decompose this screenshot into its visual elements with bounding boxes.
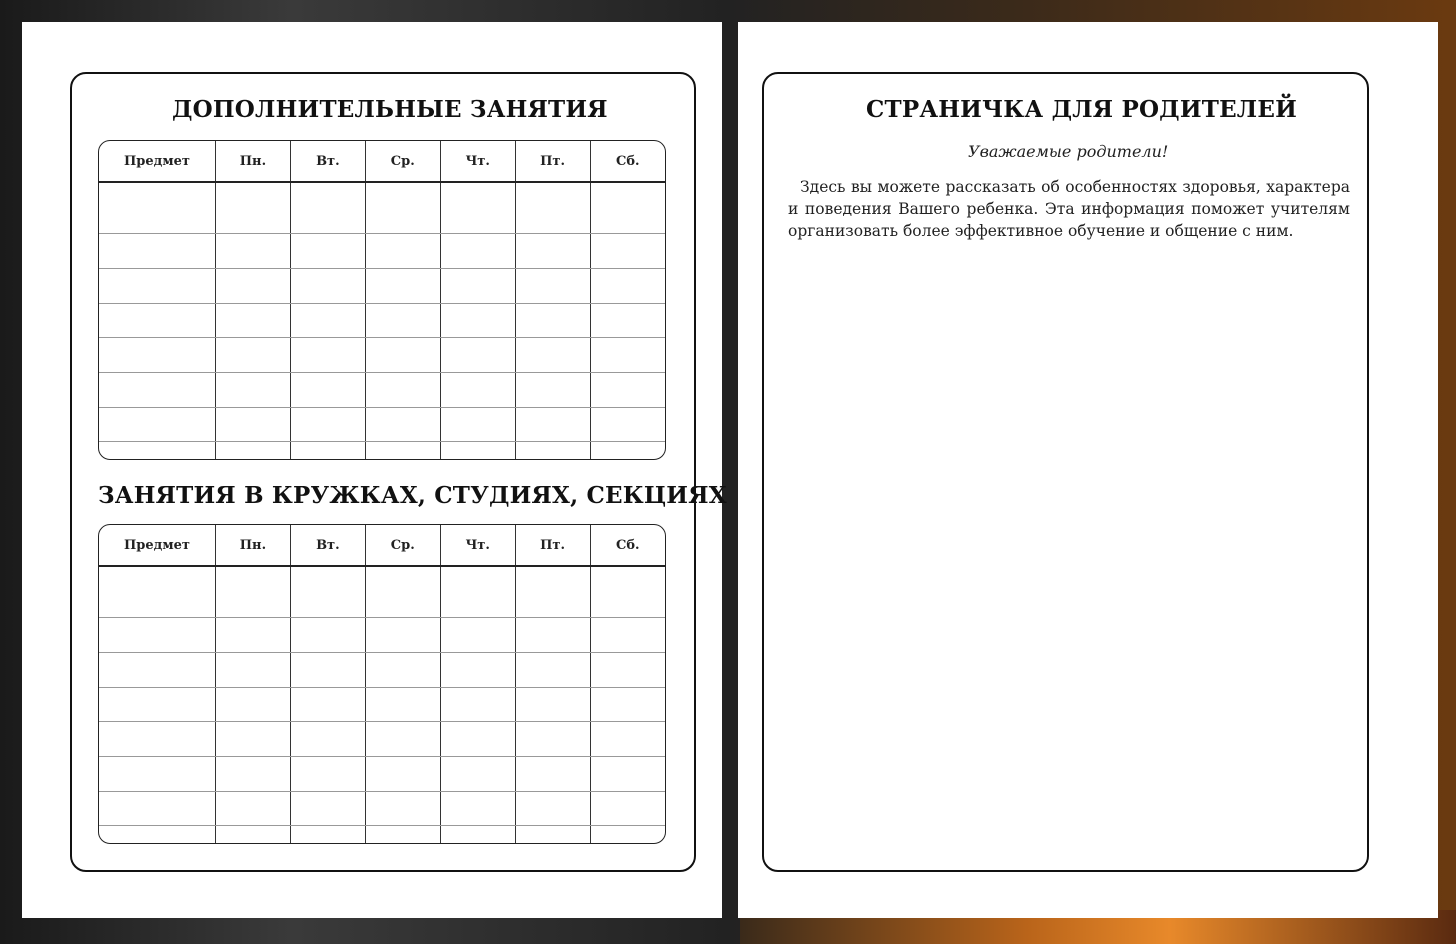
table-cell[interactable] (216, 618, 291, 653)
table-cell[interactable] (515, 722, 590, 757)
table-cell[interactable] (365, 338, 440, 373)
table-cell[interactable] (590, 687, 665, 722)
table-cell[interactable] (290, 756, 365, 791)
table-cell[interactable] (290, 182, 365, 234)
table-cell[interactable] (216, 722, 291, 757)
table-cell[interactable] (440, 756, 515, 791)
column-header-thursday: Чт. (440, 141, 515, 182)
column-header-saturday: Сб. (590, 141, 665, 182)
table-cell[interactable] (590, 234, 665, 269)
clubs-table (98, 524, 666, 844)
table-row (99, 653, 665, 688)
table-cell[interactable] (216, 269, 291, 304)
column-header-tuesday: Вт. (290, 141, 365, 182)
table-cell[interactable] (515, 269, 590, 304)
parents-page-title: СТРАНИЧКА ДЛЯ РОДИТЕЛЕЙ (866, 96, 1298, 123)
table-cell[interactable] (365, 826, 440, 843)
table-cell[interactable] (590, 338, 665, 373)
column-header-thursday: Чт. (440, 525, 515, 566)
table-row (99, 234, 665, 269)
table-cell[interactable] (440, 566, 515, 618)
table-cell[interactable] (590, 722, 665, 757)
table-cell[interactable] (365, 653, 440, 688)
table-cell[interactable] (515, 618, 590, 653)
column-header-friday: Пт. (515, 525, 590, 566)
column-header-tuesday: Вт. (290, 525, 365, 566)
table-cell[interactable] (99, 826, 216, 843)
table-cell[interactable] (365, 407, 440, 442)
table-cell[interactable] (99, 182, 216, 234)
table-cell[interactable] (590, 407, 665, 442)
table-cell[interactable] (515, 826, 590, 843)
table-cell[interactable] (440, 618, 515, 653)
table-cell[interactable] (590, 269, 665, 304)
table-cell[interactable] (365, 756, 440, 791)
table-cell[interactable] (99, 407, 216, 442)
table-cell[interactable] (365, 566, 440, 618)
table-cell[interactable] (365, 722, 440, 757)
table-cell[interactable] (216, 234, 291, 269)
table-cell[interactable] (365, 234, 440, 269)
table-cell[interactable] (290, 653, 365, 688)
table-cell[interactable] (290, 407, 365, 442)
clubs-header-row (99, 525, 665, 566)
column-header-friday: Пт. (515, 141, 590, 182)
table-cell[interactable] (515, 182, 590, 234)
table-cell[interactable] (590, 566, 665, 618)
table-cell[interactable] (590, 826, 665, 843)
table-cell[interactable] (440, 303, 515, 338)
table-cell[interactable] (365, 687, 440, 722)
column-header-monday: Пн. (216, 141, 291, 182)
table-cell[interactable] (515, 687, 590, 722)
table-cell[interactable] (440, 826, 515, 843)
table-cell[interactable] (440, 182, 515, 234)
table-cell[interactable] (515, 756, 590, 791)
table-row (99, 566, 665, 618)
table-cell[interactable] (440, 791, 515, 826)
table-cell[interactable] (590, 618, 665, 653)
table-row (99, 338, 665, 373)
table-cell[interactable] (365, 442, 440, 459)
table-cell[interactable] (99, 269, 216, 304)
table-row (99, 618, 665, 653)
table-cell[interactable] (440, 653, 515, 688)
table-cell[interactable] (99, 618, 216, 653)
table-row (99, 722, 665, 757)
table-cell[interactable] (99, 234, 216, 269)
table-cell[interactable] (216, 442, 291, 459)
column-header-subject: Предмет (99, 525, 216, 566)
column-header-wednesday: Ср. (365, 525, 440, 566)
table-row (99, 756, 665, 791)
table-cell[interactable] (216, 791, 291, 826)
table-cell[interactable] (365, 269, 440, 304)
table-cell[interactable] (515, 566, 590, 618)
table-cell[interactable] (99, 791, 216, 826)
table-cell[interactable] (290, 722, 365, 757)
extra-lessons-table (98, 140, 666, 460)
column-header-monday: Пн. (216, 525, 291, 566)
table-row (99, 303, 665, 338)
table-cell[interactable] (290, 826, 365, 843)
table-row (99, 687, 665, 722)
table-cell[interactable] (290, 566, 365, 618)
table-cell[interactable] (440, 442, 515, 459)
table-row (99, 407, 665, 442)
table-cell[interactable] (216, 566, 291, 618)
table-cell[interactable] (515, 234, 590, 269)
right-page (738, 22, 1438, 918)
column-header-subject: Предмет (99, 141, 216, 182)
table-cell[interactable] (365, 372, 440, 407)
table-cell[interactable] (290, 442, 365, 459)
clubs-title: ЗАНЯТИЯ В КРУЖКАХ, СТУДИЯХ, СЕКЦИЯХ (98, 482, 727, 509)
table-cell[interactable] (365, 182, 440, 234)
table-cell[interactable] (216, 338, 291, 373)
table-cell[interactable] (515, 303, 590, 338)
column-header-wednesday: Ср. (365, 141, 440, 182)
table-cell[interactable] (440, 269, 515, 304)
table-row (99, 182, 665, 234)
table-cell[interactable] (99, 566, 216, 618)
table-row (99, 442, 665, 459)
table-cell[interactable] (290, 687, 365, 722)
table-cell[interactable] (590, 442, 665, 459)
table-cell[interactable] (590, 303, 665, 338)
left-page (22, 22, 727, 918)
table-cell[interactable] (216, 826, 291, 843)
table-cell[interactable] (290, 234, 365, 269)
table-cell[interactable] (365, 303, 440, 338)
table-cell[interactable] (216, 182, 291, 234)
table-cell[interactable] (290, 618, 365, 653)
table-row (99, 791, 665, 826)
table-cell[interactable] (216, 687, 291, 722)
table-cell[interactable] (99, 338, 216, 373)
extra-lessons-grid (99, 141, 665, 459)
table-row (99, 372, 665, 407)
table-cell[interactable] (99, 687, 216, 722)
table-cell[interactable] (99, 653, 216, 688)
table-cell[interactable] (515, 442, 590, 459)
table-cell[interactable] (216, 653, 291, 688)
clubs-grid (99, 525, 665, 843)
table-cell[interactable] (216, 303, 291, 338)
extra-lessons-header-row (99, 141, 665, 182)
table-cell[interactable] (290, 791, 365, 826)
table-cell[interactable] (99, 303, 216, 338)
table-cell[interactable] (590, 372, 665, 407)
parents-intro-text: Здесь вы можете рассказать об особенностях здоровья, характера и поведения Вашего ребенка. Эта информация поможет учителям организовать более эффективное обучение и общение с ним. (788, 178, 1350, 240)
extra-lessons-body (99, 182, 665, 459)
column-header-saturday: Сб. (590, 525, 665, 566)
table-cell[interactable] (365, 618, 440, 653)
table-cell[interactable] (290, 372, 365, 407)
table-cell[interactable] (99, 442, 216, 459)
table-cell[interactable] (440, 338, 515, 373)
table-cell[interactable] (99, 722, 216, 757)
table-cell[interactable] (590, 653, 665, 688)
table-cell[interactable] (590, 791, 665, 826)
table-cell[interactable] (290, 303, 365, 338)
table-cell[interactable] (365, 791, 440, 826)
table-cell[interactable] (590, 182, 665, 234)
extra-lessons-title: ДОПОЛНИТЕЛЬНЫЕ ЗАНЯТИЯ (172, 96, 608, 123)
table-cell[interactable] (99, 372, 216, 407)
table-cell[interactable] (216, 407, 291, 442)
table-cell[interactable] (99, 756, 216, 791)
table-cell[interactable] (290, 338, 365, 373)
table-cell[interactable] (216, 756, 291, 791)
table-cell[interactable] (515, 372, 590, 407)
table-cell[interactable] (515, 791, 590, 826)
table-cell[interactable] (440, 372, 515, 407)
table-cell[interactable] (216, 372, 291, 407)
parents-greeting: Уважаемые родители! (968, 142, 1169, 161)
table-cell[interactable] (515, 653, 590, 688)
table-row (99, 826, 665, 843)
table-cell[interactable] (515, 407, 590, 442)
table-cell[interactable] (440, 722, 515, 757)
table-row (99, 269, 665, 304)
table-cell[interactable] (515, 338, 590, 373)
table-cell[interactable] (440, 687, 515, 722)
table-cell[interactable] (290, 269, 365, 304)
table-cell[interactable] (590, 756, 665, 791)
table-cell[interactable] (440, 234, 515, 269)
table-cell[interactable] (440, 407, 515, 442)
clubs-body (99, 566, 665, 843)
